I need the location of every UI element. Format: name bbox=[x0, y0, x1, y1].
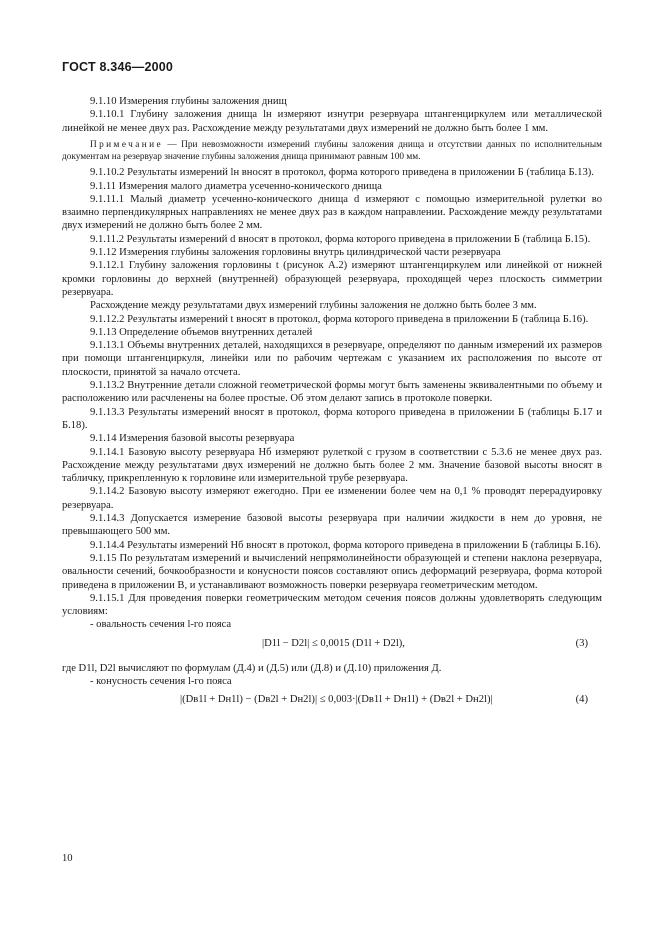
paragraph: 9.1.14.1 Базовую высоту резервуара Hб измеряют рулеткой с грузом в соответствии с 5.3.6 не менее двух раз. Расхождение между результатами двух измерений не должно быть более 2 мм. Значение базовой высоты вносят в табличку, прикрепленную к горловине или измерительной трубе резервуара. bbox=[62, 446, 602, 485]
formula-4-number: (4) bbox=[575, 694, 588, 706]
section-heading: 9.1.14 Измерения базовой высоты резервуара bbox=[90, 433, 295, 445]
paragraph: 9.1.12.2 Результаты измерений t вносят в протокол, форма которого приведена в приложении Б (таблица Б.16). bbox=[90, 313, 589, 325]
page-content bbox=[62, 95, 602, 718]
paragraph: 9.1.14.3 Допускается измерение базовой высоты резервуара при наличии жидкости в нем до уровня, не превышающего 500 мм. bbox=[62, 513, 602, 538]
condition-ovality: - овальность сечения l-го пояса bbox=[90, 619, 232, 631]
document-header: ГОСТ 8.346—2000 bbox=[62, 60, 174, 74]
note-text: — При невозможности измерений глубины заложения днища и отсутствии данных по исполнительным документам на резервуар значение глубины заложения днища принимают равным 100 мм. bbox=[62, 139, 602, 163]
formula-4 bbox=[62, 691, 602, 715]
section-heading: 9.1.11 Измерения малого диаметра усеченно-конического днища bbox=[90, 180, 382, 192]
paragraph: 9.1.14.2 Базовую высоту измеряют ежегодно. При ее изменении более чем на 0,1 % проводят перерадуировку резервуара. bbox=[62, 486, 602, 511]
formula-4-expression: |(Dв1l + Dн1l) − (Dв2l + Dн2l)| ≤ 0,003·|(Dв1l + Dн1l) + (Dв2l + Dн2l)| bbox=[180, 694, 493, 706]
paragraph: 9.1.15.1 Для проведения поверки геометрическим методом сечения поясов должны удовлетворять следующим условиям: bbox=[62, 592, 602, 618]
formula-3-expression: |D1l − D2l| ≤ 0,0015 (D1l + D2l), bbox=[262, 637, 405, 649]
paragraph: 9.1.13.2 Внутренние детали сложной геометрической формы могут быть заменены эквивалентными по объему и расположению или расчленены на более простые. Об этом делают запись в протоколе поверки. bbox=[62, 380, 602, 405]
formula-3 bbox=[62, 635, 602, 659]
section-heading: 9.1.12 Измерения глубины заложения горловины внутрь цилиндрической части резервуара bbox=[90, 247, 501, 259]
condition-conicity: - конусность сечения l-го пояса bbox=[90, 675, 232, 687]
paragraph: 9.1.13.3 Результаты измерений вносят в протокол, форма которого приведена в приложении Б (таблицы Б.17 и Б.18). bbox=[62, 406, 602, 431]
paragraph: 9.1.10.1 Глубину заложения днища lн измеряют изнутри резервуара штангенциркулем или металлической линейкой не менее двух раз. Расхождение между результатами двух измерений не должно быть более 1 мм. bbox=[62, 109, 602, 134]
note-lead: Примечание bbox=[90, 139, 163, 150]
paragraph: 9.1.14.4 Результаты измерений Hб вносят в протокол, форма которого приведена в приложении Б (таблицы Б.16). bbox=[90, 539, 601, 551]
paragraph: Расхождение между результатами двух измерений глубины заложения не должно быть более 3 мм. bbox=[90, 300, 537, 312]
paragraph: 9.1.11.2 Результаты измерений d вносят в протокол, форма которого приведена в приложении Б (таблица Б.15). bbox=[90, 233, 591, 245]
section-heading: 9.1.10 Измерения глубины заложения днищ bbox=[90, 96, 287, 107]
paragraph: 9.1.12.1 Глубину заложения горловины t (рисунок А.2) измеряют штангенциркулем или линейкой от нижней кромки горловины до верхней (внутренней) образующей резервуара, проходящей через плоскость симметрии резервуара. bbox=[62, 260, 602, 298]
where-line: где D1l, D2l вычисляют по формулам (Д.4) и (Д.5) или (Д.8) и (Д.10) приложения Д. bbox=[62, 662, 442, 674]
page-number: 10 bbox=[62, 853, 73, 864]
formula-3-number: (3) bbox=[575, 637, 588, 649]
section-heading: 9.1.13 Определение объемов внутренних деталей bbox=[90, 326, 313, 338]
paragraph: 9.1.10.2 Результаты измерений lн вносят в протокол, форма которого приведена в приложении Б (таблица Б.13). bbox=[90, 167, 594, 179]
paragraph: 9.1.11.1 Малый диаметр усеченно-конического днища d измеряют с помощью измерительной рулетки во взаимно перпендикулярных направлениях не менее двух раз в каждом направлении. Расхождение между результатами двух измерений не должно быть более 2 мм. bbox=[62, 193, 602, 232]
paragraph: 9.1.15 По результатам измерений и вычислений непрямолинейности образующей и степени наклона резервуара, овальности сечений, бочкообразности и конусности поясов составляют опись деформаций резервуара, форма которой приведена в приложении В, и устанавливают возможность поверки резервуара геометрическим методом. bbox=[62, 552, 602, 591]
paragraph: 9.1.13.1 Объемы внутренних деталей, находящихся в резервуаре, определяют по данным измерений их размеров при помощи штангенциркуля, линейки или по рабочим чертежам с указанием их расположения по высоте от плоскости, принятой за начало отсчета. bbox=[62, 340, 602, 378]
note bbox=[62, 139, 602, 163]
